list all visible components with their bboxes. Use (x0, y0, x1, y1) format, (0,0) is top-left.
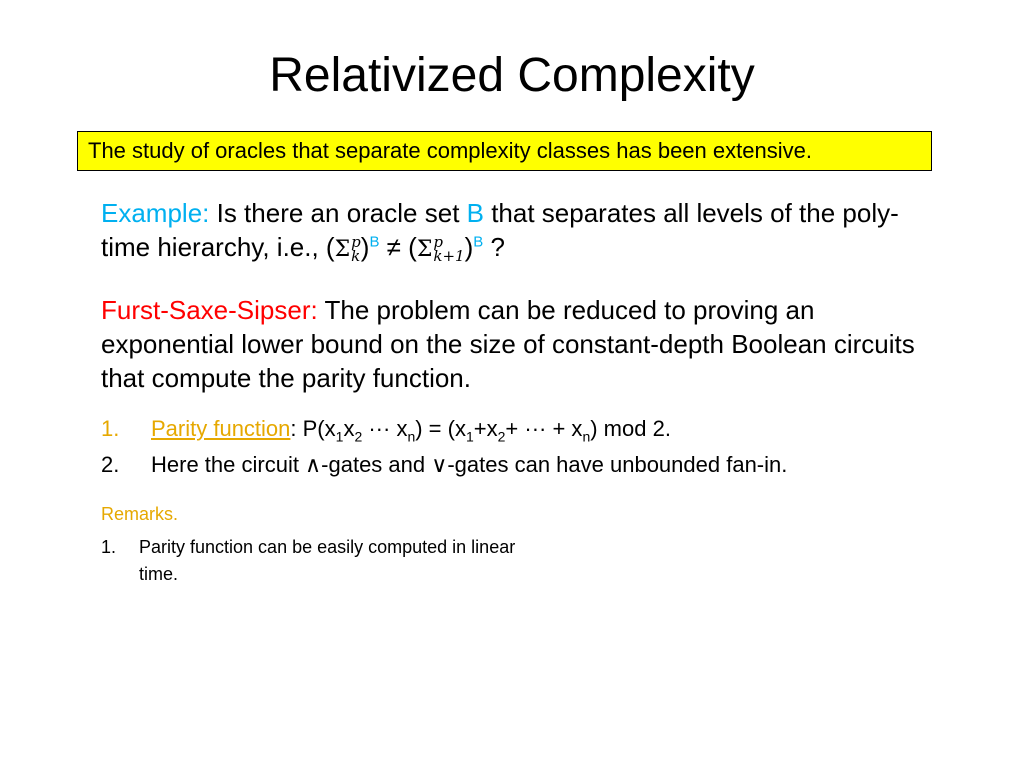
example-paragraph (101, 196, 921, 267)
not-equal-sign: ≠ ( (379, 232, 417, 262)
parity-text: ··· x (362, 416, 408, 441)
fss-paragraph (101, 293, 921, 395)
parity-text: ) mod 2. (590, 416, 671, 441)
fss-label: Furst-Saxe-Sipser: (101, 295, 318, 325)
parity-definition (151, 411, 671, 447)
example-label: Example: (101, 198, 210, 228)
numbered-list (101, 411, 961, 483)
sigma-sup-p-2: p (433, 233, 443, 252)
sigma-sub-k-plus-1: k+1 (433, 247, 465, 266)
parity-text: ) = (x (415, 416, 466, 441)
subscript: 2 (497, 428, 506, 445)
example-text-2: that separates all levels of the poly-time hierarchy, i.e., ( (101, 198, 899, 262)
question-mark: ? (483, 232, 505, 262)
oracle-set-name: B (466, 198, 484, 228)
sigma-indices-2 (433, 233, 465, 266)
subscript: n (582, 428, 591, 445)
close-paren-2: ) (464, 232, 474, 262)
remarks-heading: Remarks. (101, 504, 179, 524)
remark-text: Parity function can be easily computed in linear time. (139, 537, 516, 584)
oracle-superscript-2: B (473, 233, 484, 251)
slide-title: Relativized Complexity (269, 49, 755, 102)
example-text-1: Is there an oracle set (209, 198, 467, 228)
sigma-symbol-2: Σ (416, 237, 433, 262)
list-number: 1. (101, 416, 120, 441)
subscript: 1 (335, 428, 344, 445)
fss-text: The problem can be reduced to proving an exponential lower bound on the size of constant-depth Boolean circuits that compute the parity function. (101, 295, 915, 393)
highlight-box: The study of oracles that separate complexity classes has been extensive. (77, 131, 932, 171)
list-item (101, 447, 961, 483)
close-paren-1: ) (360, 232, 370, 262)
list-item-text: Here the circuit ∧-gates and ∨-gates can have unbounded fan-in. (151, 452, 788, 477)
parity-text: x (343, 416, 355, 441)
parity-text: + ··· + x (505, 416, 583, 441)
sigma-symbol-1: Σ (334, 237, 351, 262)
remark-number: 1. (101, 537, 117, 557)
oracle-superscript-1: B (369, 233, 380, 251)
list-item (101, 411, 961, 447)
sigma-sup-p-1: p (351, 233, 361, 252)
list-number: 2. (101, 452, 120, 477)
parity-text: : P(x (290, 416, 336, 441)
sigma-indices-1 (351, 233, 361, 266)
subscript: 1 (465, 428, 474, 445)
sigma-sub-k: k (351, 247, 361, 266)
subscript: n (407, 428, 416, 445)
parity-function-link[interactable]: Parity function (151, 416, 291, 441)
subscript: 2 (354, 428, 363, 445)
parity-text: +x (473, 416, 498, 441)
